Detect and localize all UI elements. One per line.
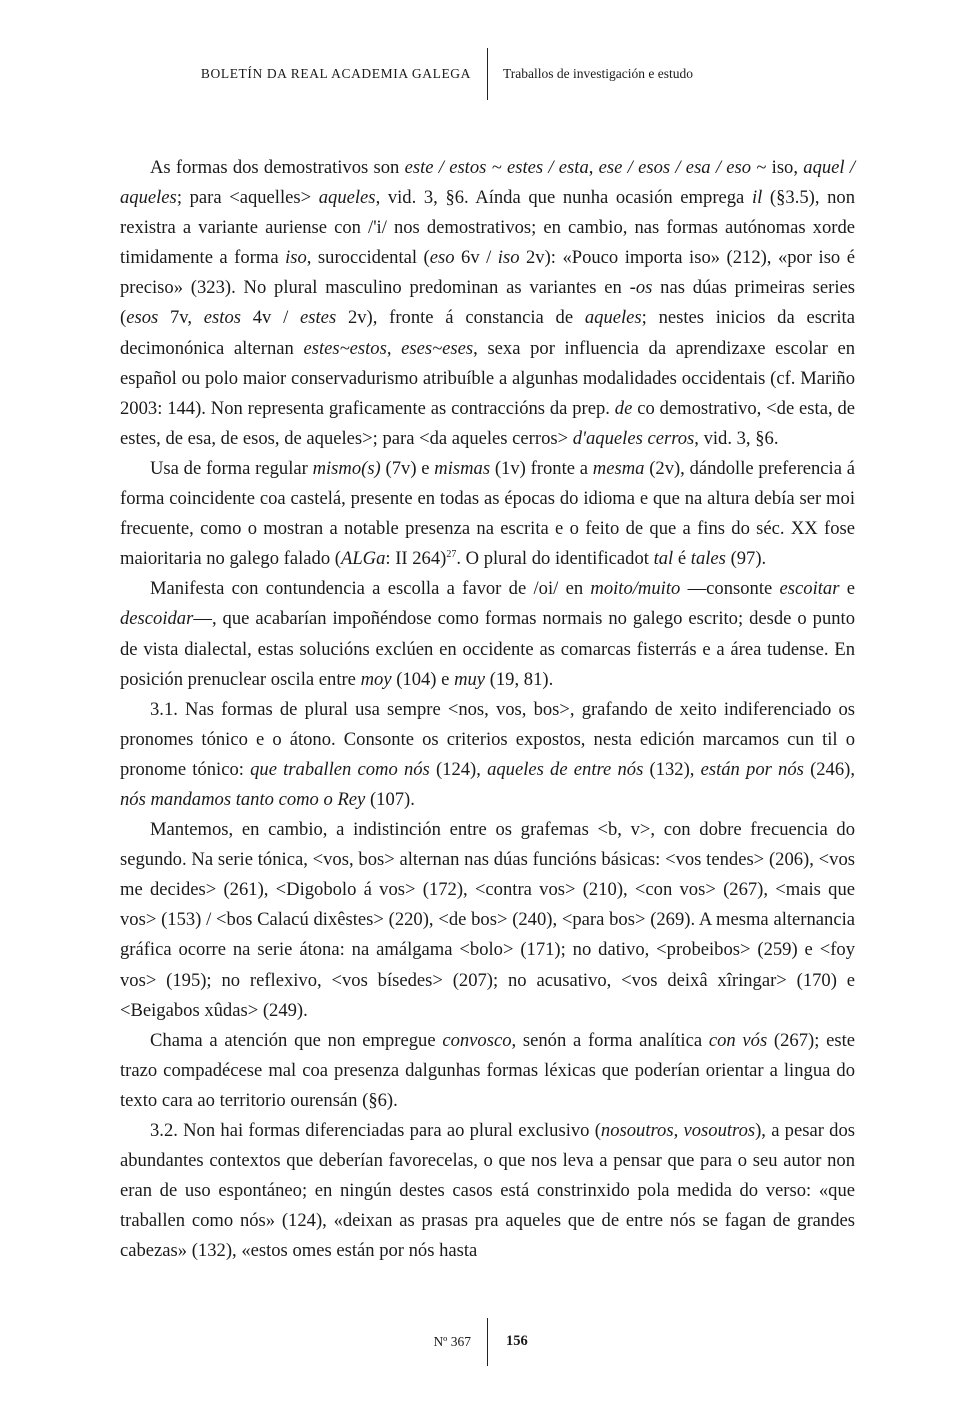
text-run: mismo(s) [312,457,381,479]
text-run: estos [203,307,241,329]
text-run: , senón a forma analítica [511,1029,709,1051]
text-run: (246), [803,758,855,780]
text-run: , sexa por influencia da aprendizaxe escolar en español ou polo maior conservadurismo atribuíble a algunhas modalidades occidentais (cf. Mariño 2003: 144). Non representa graficamente as contraccións da prep. [120,337,855,419]
text-run: (1v) fronte a [490,457,593,479]
text-run: (132), [643,758,701,780]
text-run: estes~estos [303,337,387,359]
text-run: , [673,1120,684,1141]
text-run: aqueles de entre nós [487,758,644,780]
text-run: 2v): «Pouco importa iso» (212), «por iso é preciso» (323). No plural masculino predominan as variantes en [120,247,855,299]
text-run: estes [300,307,337,329]
text-run: 7v, [158,307,204,329]
text-run: Manifesta con contundencia a escolla a favor de /oi/ en [150,578,591,600]
text-run: , vid. 3, §6. [694,427,779,449]
text-run: (104) e [391,668,455,690]
text-run: convosco [442,1029,512,1051]
text-run: ), a pesar dos abundantes contextos que deberían favorecelas, o que nos leva a pensar que para o seu autor non eran de uso espontáneo; en ningún destes casos está constrinxido pola medida do verso: «que traballen como nós» (124), «deixan as prasas pra aqueles que de entre nós se fagan de grandes cabezas» (132), «estos omes están por nós hasta [120,1120,855,1262]
text-run: (19, 81). [485,668,554,690]
text-run: nós mandamos tanto como o Rey [120,788,366,810]
text-run: aquel / aqueles [120,157,856,209]
journal-title: BOLETÍN DA REAL ACADEMIA GALEGA [200,66,471,81]
text-run: aqueles [584,307,642,329]
text-run: (97). [725,548,767,570]
article-body [120,153,855,1266]
paragraph [120,695,855,815]
text-run: nas dúas primeiras series ( [120,277,856,329]
text-run: aqueles [318,187,376,209]
issue-number: Nº 367 [433,1334,471,1349]
text-run: (267); este trazo compadécese mal coa presenza dalgunhas formas léxicas que poderían orientar a lingua do texto cara ao territorio ourensán (§6). [120,1029,855,1111]
text-run: (124), [429,758,488,780]
text-run: —consonte [680,578,780,600]
text-run: con vós [708,1029,768,1051]
text-run: muy [454,668,486,690]
text-run: de [614,397,633,419]
text-run: il [751,187,763,209]
text-run: eses~eses [401,337,474,359]
text-run: -os [629,277,653,299]
text-run: nosoutros [600,1120,674,1141]
text-run: ALGa [340,548,386,570]
text-run: vosoutros [683,1120,756,1141]
text-run: tales [690,548,726,570]
text-run: esos [126,307,159,329]
text-run: (7v) e [380,457,435,479]
text-run: As formas dos demostrativos son [150,157,405,178]
text-run: e [839,578,855,600]
running-footer [0,1318,975,1366]
header-divider [487,48,488,100]
text-run: , [588,157,599,178]
text-run: 2v), fronte á constancia de [336,307,585,329]
text-run: 3.2. Non hai formas diferenciadas para ao plural exclusivo ( [150,1120,601,1141]
text-run: tal [653,548,674,570]
text-run: están por nós [700,758,804,780]
paragraph [120,1116,855,1266]
section-title: Traballos de investigación e estudo [503,66,693,81]
text-run: mismas [434,457,491,479]
text-run: . O plural do identificadot [456,548,654,570]
text-run: Usa de forma regular [150,457,313,479]
running-header [0,48,975,100]
text-run: co demostrativo, <de esta, de estes, de esa, de esos, de aqueles>; para <da aqueles cerros> [120,397,855,449]
text-run: 3.1. Nas formas de plural usa sempre <nos, vos, bos>, grafando de xeito indiferenciado os pronomes tónico e o átono. Consonte os criterios expostos, nesta edición marcamos cun til o pronome tónico: [120,698,855,780]
text-run: , vid. 3, §6. Aínda que nunha ocasión emprega [375,187,752,209]
text-run: é [673,548,691,570]
text-run: ; para <aquelles> [176,187,319,209]
text-run: 6v / [454,247,498,269]
paragraph [120,574,855,694]
text-run: moito/muito [590,578,681,600]
text-run: iso [285,247,307,269]
text-run: Mantemos, en cambio, a indistinción entre os grafemas <b, v>, con dobre frecuencia do segundo. Na serie tónica, <vos, bos> alternan nas dúas funcións básicas: <vos tendes> (206), <vos me decides> (261), <Digobolo á vos> (172), <contra vos> (210), <con vos> (267), <mais que vos> (153) / <bos Calacú dixêstes> (220), <de bos> (240), <para bos> (269). A mesma alternancia gráfica ocorre na serie átona: na amálgama <bolo> (171); no dativo, <probeibos> (259) e <foy vos> (195); no reflexivo, <vos bísedes> (207); no acusativo, <vos deixâ xîringar> (170) e <Beigabos xûdas> (249). [120,819,855,1021]
text-run: Chama a atención que non empregue [150,1029,443,1051]
text-run: —, que acabarían impoñéndose como formas normais no galego escrito; desde o punto de vista dialectal, estas solucións exclúen en occidente as comarcas fisterrás e a área tudense. En posición prenuclear oscila entre [120,608,855,690]
paragraph [120,1026,855,1116]
text-run: : II 264) [385,548,447,570]
text-run: (107). [365,788,415,810]
text-run: (2v), dándolle preferencia á forma coincidente coa castelá, presente en todas as épocas do idioma e que na altura debía ser moi frecuente, como o mostran a notable presenza na escrita e o feito de que a fins do séc. XX fose maioritaria no galego falado ( [120,457,855,570]
text-run: este / estos ~ estes / esta [404,157,589,178]
text-run: eso [429,247,455,269]
paragraph [120,815,855,1026]
page-number: 156 [506,1333,528,1349]
text-run: moy [360,668,392,690]
text-run: d'aqueles cerros [572,427,695,449]
footer-divider [487,1318,488,1366]
footnote-ref: 27 [446,549,457,561]
text-run: descoidar [120,608,194,630]
text-run: 4v / [240,307,301,329]
text-run: que traballen como nós [250,758,430,780]
text-run: ~ iso, [751,157,804,178]
paragraph [120,454,855,574]
text-run: ; nestes inicios da escrita decimonónica alternan [120,307,855,359]
text-run: , suroccidental ( [306,247,430,269]
text-run: iso [497,247,520,269]
text-run: (§3.5), non rexistra a variante auriense con /'i/ nos demostrativos; en cambio, nas formas autónomas xorde timidamente a forma [120,187,855,269]
text-run: ese / esos / esa / eso [598,157,752,178]
text-run: escoitar [779,578,840,600]
text-run: , [386,337,402,359]
paragraph [120,153,855,454]
text-run: mesma [592,457,645,479]
